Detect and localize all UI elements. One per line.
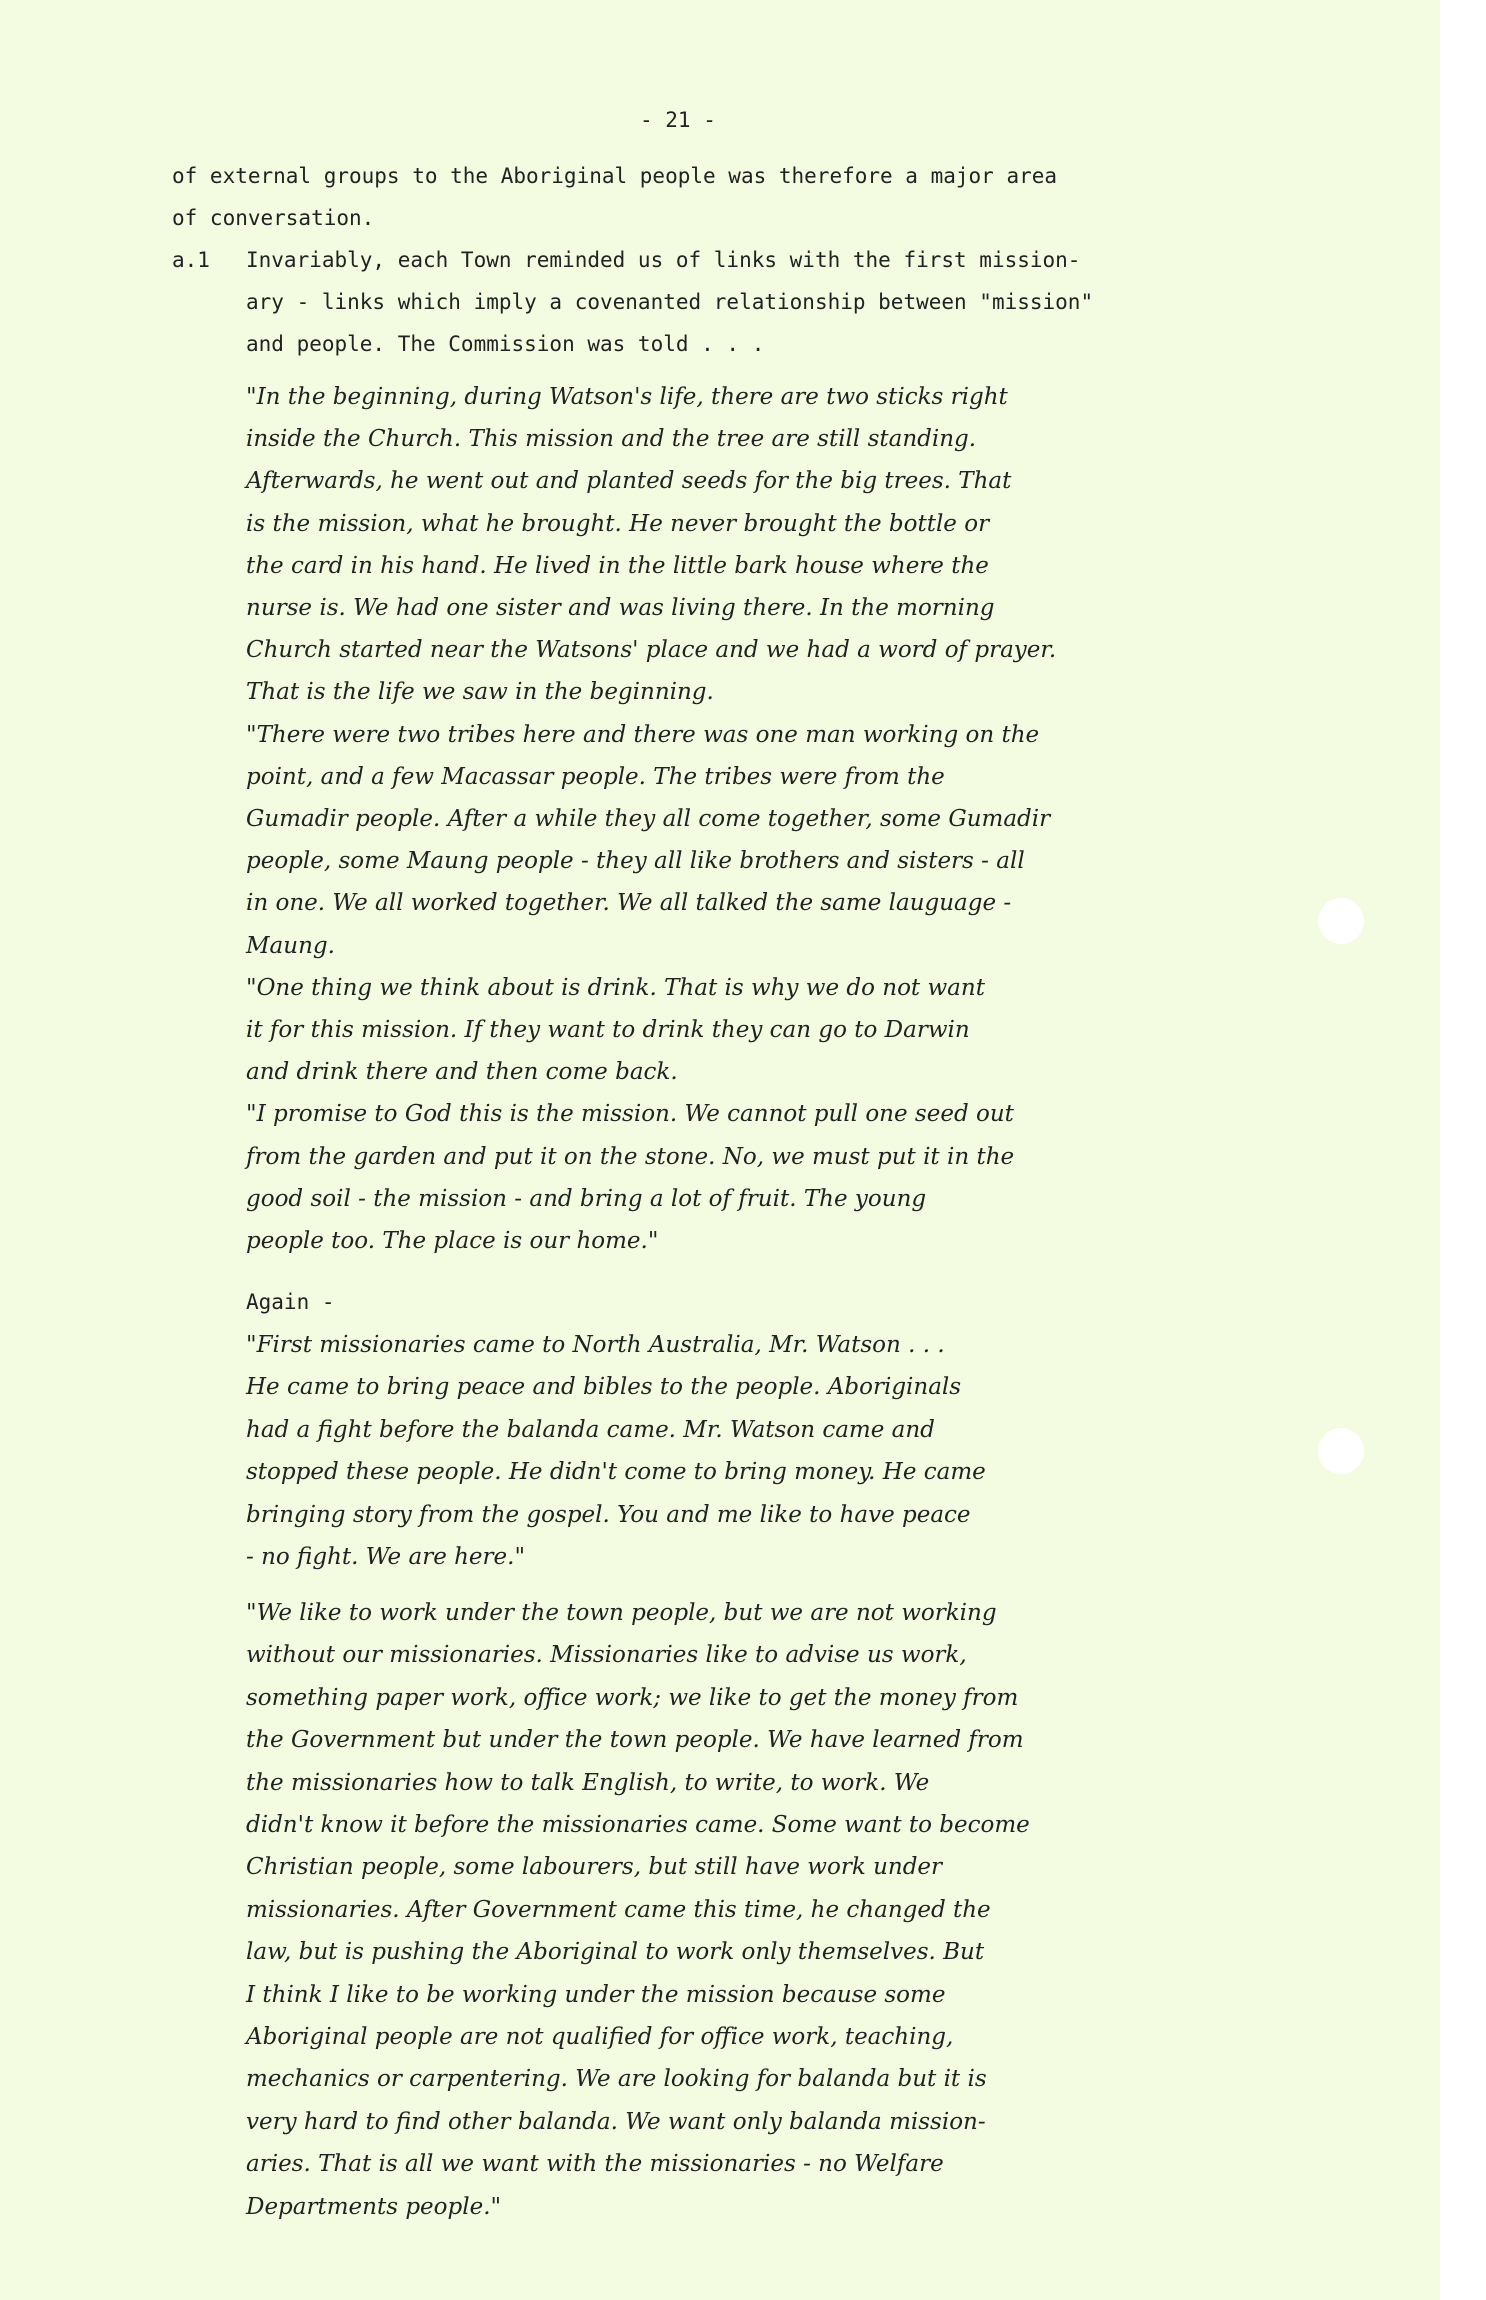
punch-hole bbox=[1318, 898, 1364, 944]
quote-line: "In the beginning, during Watson's life, there are two sticks right bbox=[246, 384, 1008, 410]
quote-line: He came to bring peace and bibles to the people. Aboriginals bbox=[246, 1374, 962, 1401]
quote-line: mechanics or carpentering. We are looking for balanda but it is bbox=[246, 2066, 987, 2093]
quote-line: Aboriginal people are not qualified for office work, teaching, bbox=[246, 2024, 954, 2050]
page-number: - 21 - bbox=[640, 108, 716, 132]
quote-line: from the garden and put it on the stone. No, we must put it in the bbox=[246, 1143, 1015, 1170]
page-margin bbox=[1440, 0, 1486, 2300]
quote-line: people too. The place is our home." bbox=[246, 1228, 659, 1254]
quote-line: bringing story from the gospel. You and me like to have peace bbox=[246, 1501, 971, 1528]
item-line: ary - links which imply a covenanted relationship between "mission" bbox=[246, 290, 1094, 314]
quote-line: point, and a few Macassar people. The tribes were from the bbox=[246, 763, 945, 790]
quote-line: I think I like to be working under the mission because some bbox=[246, 1981, 946, 2008]
item-line: Invariably, each Town reminded us of links with the first mission- bbox=[246, 248, 1081, 272]
item-label: a.1 bbox=[172, 248, 210, 272]
quote-line: "We like to work under the town people, but we are not working bbox=[246, 1600, 997, 1626]
quote-line: Maung. bbox=[246, 932, 335, 959]
punch-hole bbox=[1318, 1428, 1364, 1474]
intro-line: of external groups to the Aboriginal people was therefore a major area bbox=[172, 164, 1058, 188]
quote-line: That is the life we saw in the beginning. bbox=[246, 679, 714, 706]
quote-line: Afterwards, he went out and planted seeds for the big trees. That bbox=[246, 468, 1012, 495]
intro-line: of conversation. bbox=[172, 206, 375, 230]
quote-line: the card in his hand. He lived in the little bark house where the bbox=[246, 552, 989, 579]
quote-line: is the mission, what he brought. He never brought the bottle or bbox=[246, 510, 990, 537]
quote-line: Gumadir people. After a while they all come together, some Gumadir bbox=[246, 806, 1051, 832]
quote-line: inside the Church. This mission and the tree are still standing. bbox=[246, 426, 977, 453]
quote-line: "I promise to God this is the mission. We cannot pull one seed out bbox=[246, 1101, 1014, 1128]
quote-line: it for this mission. If they want to drink they can go to Darwin bbox=[246, 1017, 970, 1043]
quote-line: didn't know it before the missionaries came. Some want to become bbox=[246, 1812, 1030, 1838]
quote-line: aries. That is all we want with the missionaries - no Welfare bbox=[246, 2151, 944, 2178]
quote-line: in one. We all worked together. We all talked the same lauguage - bbox=[246, 890, 1012, 917]
quote-line: very hard to find other balanda. We want only balanda mission- bbox=[246, 2108, 986, 2135]
quote-line: missionaries. After Government came this time, he changed the bbox=[246, 1896, 991, 1923]
quote-line: something paper work, office work; we like to get the money from bbox=[246, 1684, 1019, 1711]
quote-line: nurse is. We had one sister and was living there. In the morning bbox=[246, 595, 995, 621]
quote-line: stopped these people. He didn't come to bring money. He came bbox=[246, 1459, 986, 1486]
again-label: Again - bbox=[246, 1290, 335, 1314]
quote-line: - no fight. We are here." bbox=[246, 1544, 526, 1570]
quote-line: the missionaries how to talk English, to write, to work. We bbox=[246, 1769, 930, 1796]
quote-line: without our missionaries. Missionaries like to advise us work, bbox=[246, 1642, 967, 1669]
item-line: and people. The Commission was told . . . bbox=[246, 332, 765, 356]
quote-line: the Government but under the town people. We have learned from bbox=[246, 1727, 1024, 1754]
quote-line: people, some Maung people - they all like brothers and sisters - all bbox=[246, 848, 1025, 875]
quote-line: had a fight before the balanda came. Mr. Watson came and bbox=[246, 1416, 935, 1443]
quote-line: Departments people." bbox=[246, 2193, 502, 2220]
quote-line: law, but is pushing the Aboriginal to work only themselves. But bbox=[246, 1939, 985, 1966]
quote-line: and drink there and then come back. bbox=[246, 1059, 678, 1086]
quote-line: good soil - the mission - and bring a lot of fruit. The young bbox=[246, 1185, 927, 1212]
quote-line: "First missionaries came to North Australia, Mr. Watson . . . bbox=[246, 1332, 945, 1358]
quote-line: "One thing we think about is drink. That is why we do not want bbox=[246, 974, 985, 1001]
quote-line: "There were two tribes here and there was one man working on the bbox=[246, 721, 1040, 748]
quote-line: Church started near the Watsons' place and we had a word of prayer. bbox=[246, 637, 1057, 664]
quote-line: Christian people, some labourers, but still have work under bbox=[246, 1854, 943, 1881]
